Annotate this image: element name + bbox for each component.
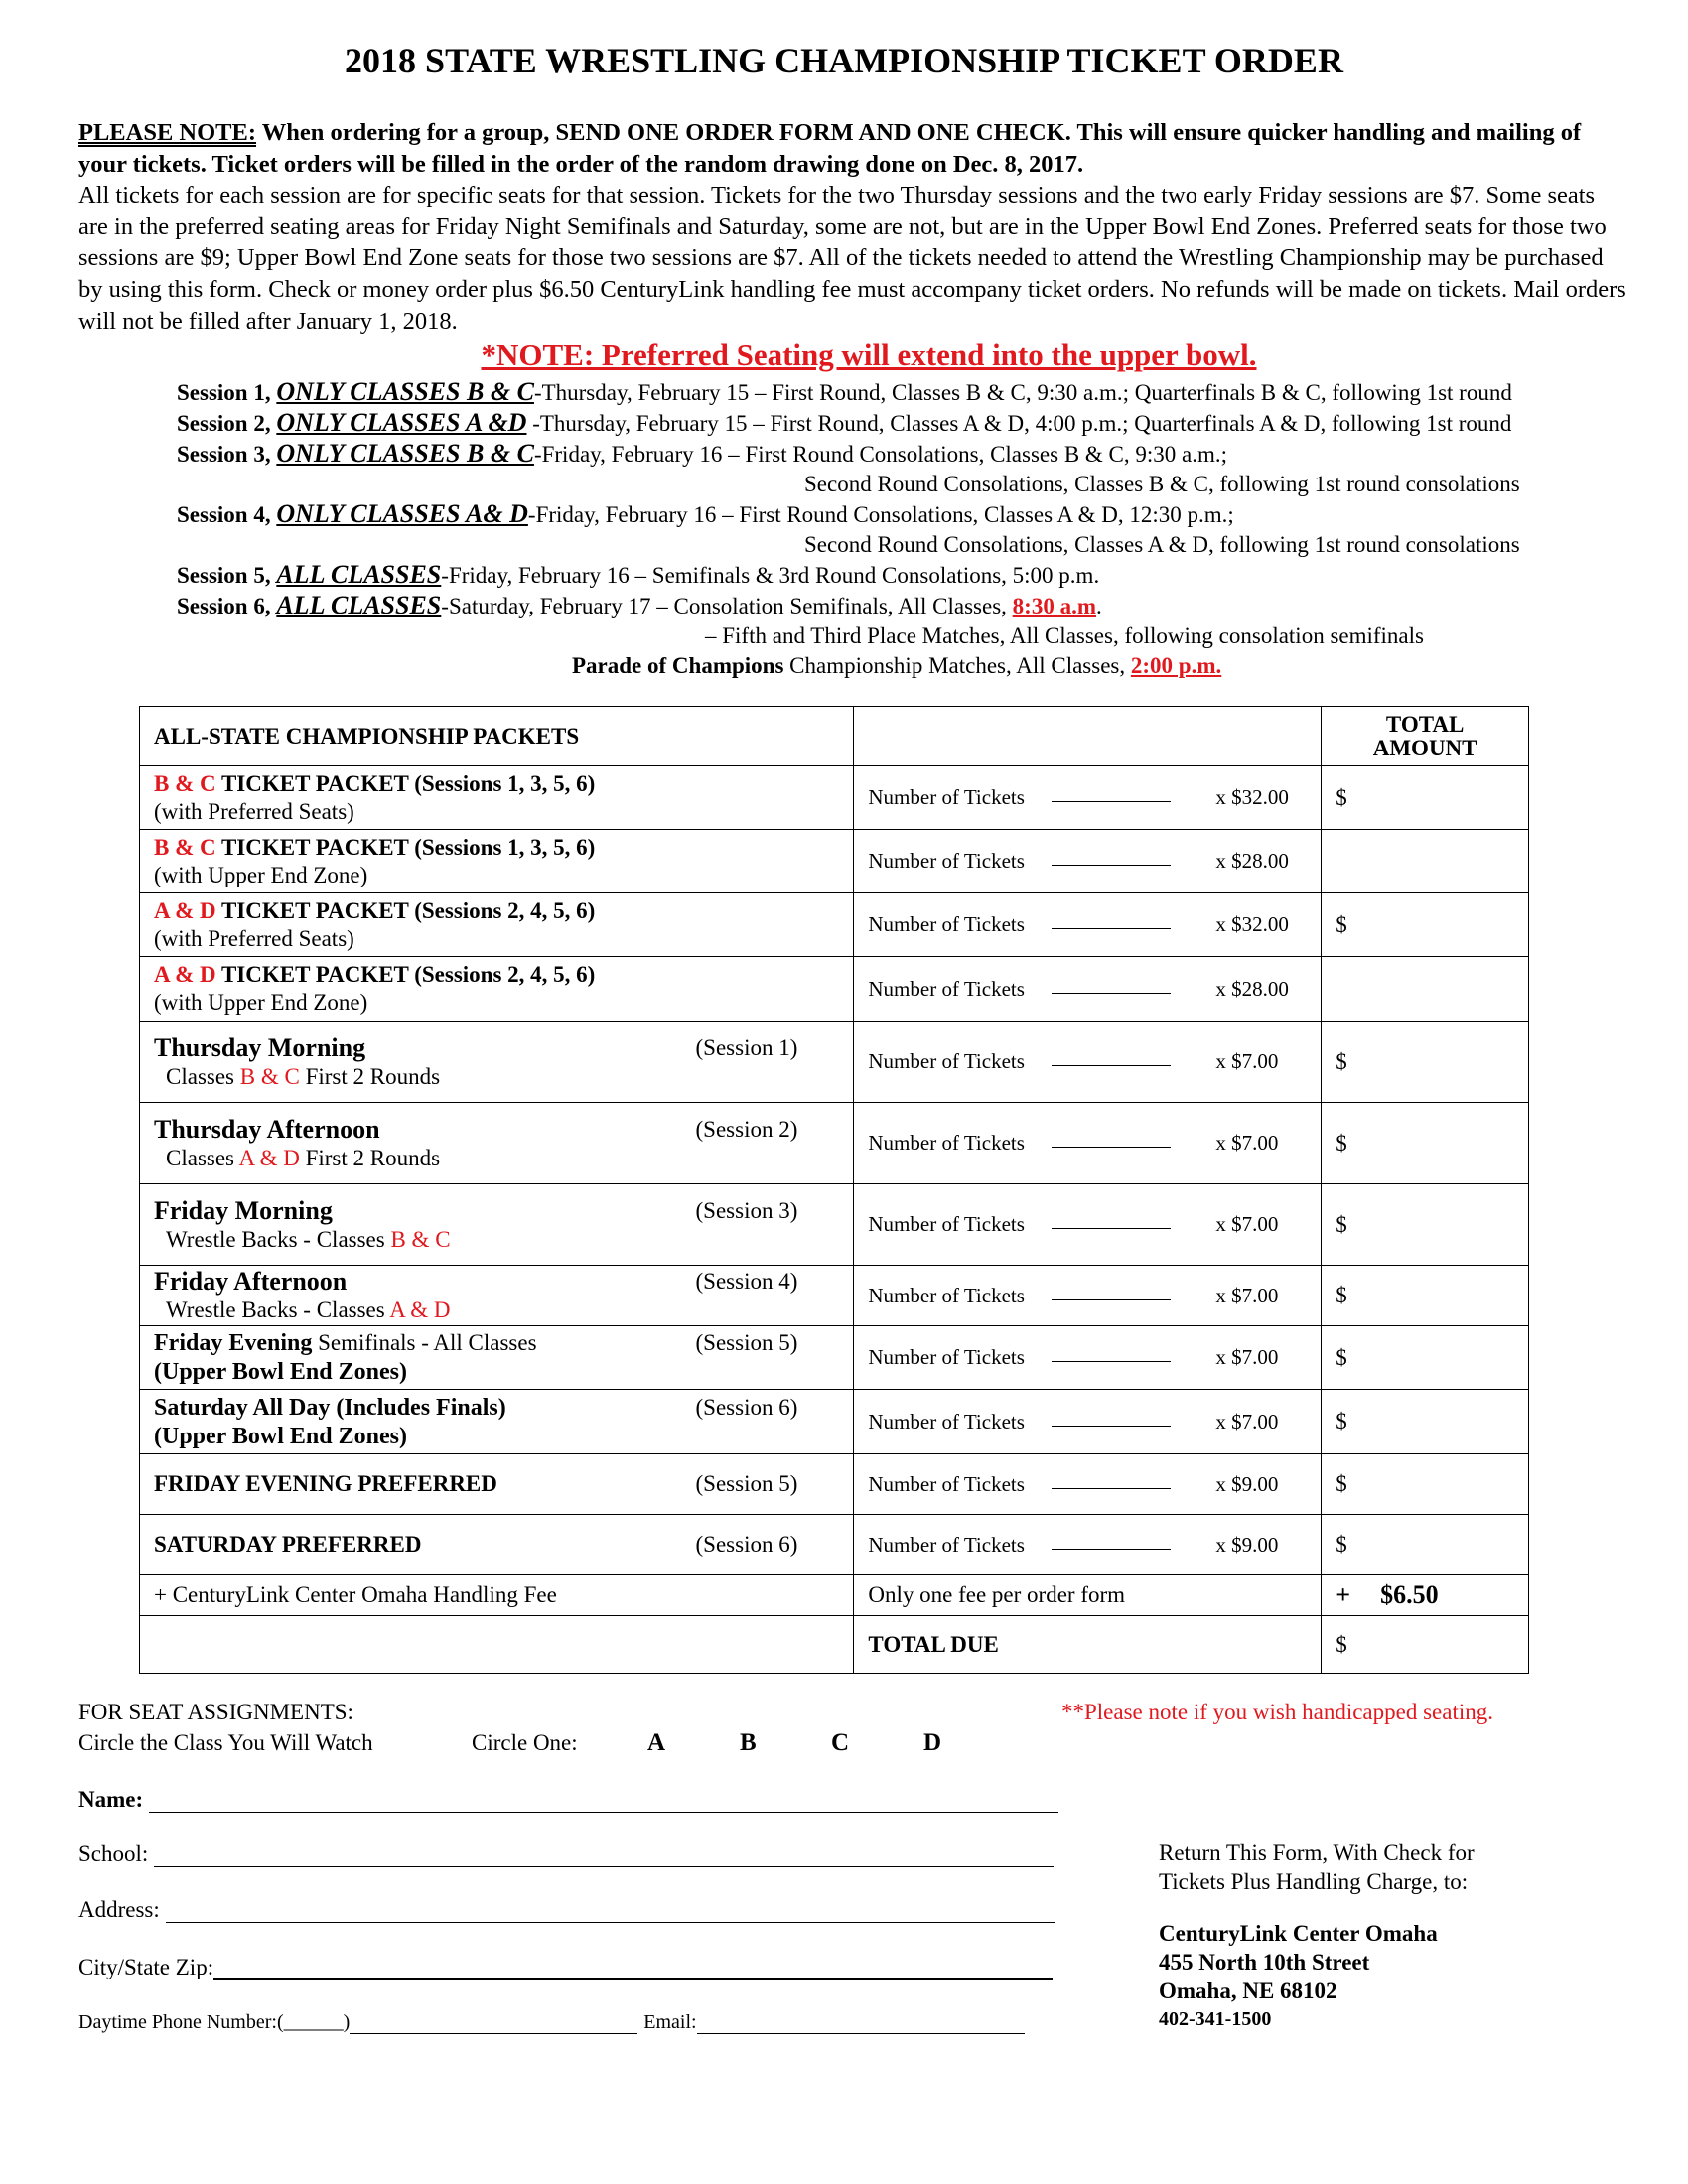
ticket-count-input[interactable] [1052, 1533, 1171, 1550]
unit-price: x $7.00 [1215, 1049, 1279, 1073]
table-row [140, 1022, 1529, 1103]
number-label: Number of Tickets [868, 1131, 1025, 1155]
number-label: Number of Tickets [868, 1049, 1025, 1073]
session-seating: (Upper Bowl End Zones) [154, 1423, 407, 1449]
ticket-count-cell [854, 893, 1322, 957]
session-title: Saturday All Day (Includes Finals) [154, 1394, 506, 1421]
session-label: Session 1, [177, 380, 271, 405]
ticket-count-input[interactable] [1052, 1472, 1171, 1489]
session-sub: Wrestle Backs - Classes [166, 1297, 390, 1322]
total-cell[interactable]: $ [1322, 1326, 1529, 1390]
session-number: (Session 5) [695, 1471, 798, 1496]
parade-label: Parade of Champions [572, 653, 784, 678]
session-desc: -Friday, February 16 – First Round Consolations, Classes A & D, 12:30 p.m.; [527, 502, 1234, 527]
total-cell[interactable]: $ [1322, 766, 1529, 830]
total-cell[interactable] [1322, 830, 1529, 893]
session-sub-rest: First 2 Rounds [299, 1145, 441, 1170]
session-line: Session 6, ALL CLASSES-Saturday, February 17 – Consolation Semifinals, All Classes, 8:30 a.m. [177, 591, 1102, 619]
session-classes: ALL CLASSES [276, 591, 442, 619]
packet-title: TICKET PACKET (Sessions 1, 3, 5, 6) [215, 834, 596, 860]
session-label: Session 4, [177, 502, 271, 527]
email-label: Email: [643, 2011, 697, 2033]
return-phone: 402-341-1500 [1159, 2008, 1272, 2030]
session-label: Session 2, [177, 411, 271, 436]
session-classes: ONLY CLASSES B & C [276, 439, 534, 468]
fee-label: + CenturyLink Center Omaha Handling Fee [140, 1575, 854, 1616]
address-label: Address: [78, 1897, 160, 1922]
session-desc: -Thursday, February 15 – First Round, Classes B & C, 9:30 a.m.; Quarterfinals B & C, following 1st round [533, 380, 1512, 405]
session-seating: (Upper Bowl End Zones) [154, 1359, 407, 1385]
school-field[interactable] [78, 1842, 1054, 1867]
session-number: (Session 4) [695, 1269, 798, 1294]
total-cell[interactable]: $ [1322, 1515, 1529, 1575]
ticket-count-input[interactable] [1052, 849, 1171, 866]
packet-title: TICKET PACKET (Sessions 2, 4, 5, 6) [215, 962, 596, 987]
unit-price: x $32.00 [1215, 785, 1289, 809]
unit-price: x $9.00 [1215, 1532, 1279, 1557]
session-number: (Session 2) [695, 1116, 798, 1142]
packet-classes: B & C [154, 834, 216, 860]
parade-time: 2:00 p.m. [1130, 653, 1222, 678]
address-field[interactable] [78, 1897, 1055, 1923]
phone-field[interactable] [78, 2011, 1025, 2034]
ticket-count-cell [854, 1022, 1322, 1103]
session-line [177, 377, 1666, 408]
number-label: Number of Tickets [868, 1283, 1025, 1307]
header-total: TOTAL AMOUNT [1322, 707, 1529, 766]
session-line [177, 499, 1666, 530]
session-line [177, 560, 1666, 591]
ticket-count-input[interactable] [1052, 977, 1171, 994]
session-title: SATURDAY PREFERRED [154, 1532, 422, 1557]
ticket-count-cell [854, 1454, 1322, 1515]
session-sub-rest: First 2 Rounds [299, 1063, 441, 1089]
name-label: Name: [78, 1787, 144, 1812]
total-due-value[interactable]: $ [1322, 1616, 1529, 1674]
ticket-count-cell [854, 766, 1322, 830]
session-sub-classes: A & D [389, 1297, 451, 1322]
ticket-count-cell [854, 830, 1322, 893]
total-cell[interactable]: $ [1322, 1103, 1529, 1184]
session-title: Friday Afternoon [154, 1267, 348, 1296]
ticket-count-cell [854, 1184, 1322, 1266]
return-street: 455 North 10th Street [1159, 1950, 1370, 1975]
return-line1: Return This Form, With Check for [1159, 1841, 1475, 1865]
total-cell[interactable]: $ [1322, 1266, 1529, 1326]
session-title: Thursday Afternoon [154, 1114, 380, 1144]
number-label: Number of Tickets [868, 1471, 1025, 1496]
return-line2: Tickets Plus Handling Charge, to: [1159, 1869, 1469, 1894]
ticket-count-input[interactable] [1052, 1049, 1171, 1066]
session-sub: Wrestle Backs - Classes [166, 1226, 391, 1252]
number-label: Number of Tickets [868, 1345, 1025, 1369]
intro-notice [78, 117, 1627, 337]
session-continuation: Second Round Consolations, Classes B & C, following 1st round consolations [804, 472, 1520, 496]
session-title: FRIDAY EVENING PREFERRED [154, 1471, 497, 1496]
table-row [140, 1266, 1529, 1326]
session-label: Session 3, [177, 442, 271, 467]
ticket-count-cell [854, 1103, 1322, 1184]
total-cell[interactable]: $ [1322, 1184, 1529, 1266]
session-number: (Session 6) [695, 1532, 798, 1557]
ticket-count-input[interactable] [1052, 785, 1171, 802]
city-state-zip-field[interactable] [78, 1955, 1053, 1980]
total-cell[interactable]: $ [1322, 1390, 1529, 1454]
ticket-count-input[interactable] [1052, 1131, 1171, 1148]
packet-seating: (with Preferred Seats) [154, 925, 354, 951]
please-note-label: PLEASE NOTE: [78, 119, 257, 146]
unit-price: x $28.00 [1215, 849, 1289, 873]
packet-title: TICKET PACKET (Sessions 1, 3, 5, 6) [215, 770, 596, 796]
circle-one-label: Circle One: [472, 1730, 578, 1755]
ticket-order-table [139, 706, 1529, 1674]
preferred-seating-note: *NOTE: Preferred Seating will extend into the upper bowl. [481, 338, 1257, 372]
table-row [140, 830, 1529, 893]
total-cell[interactable]: $ [1322, 1454, 1529, 1515]
session-sub-classes: B & C [239, 1063, 300, 1089]
session-classes: ONLY CLASSES B & C [276, 377, 534, 406]
session-classes: ONLY CLASSES A &D [276, 408, 527, 437]
page-title: 2018 STATE WRESTLING CHAMPIONSHIP TICKET ORDER [345, 41, 1343, 80]
session-sub-classes: B & C [390, 1226, 451, 1252]
session-sub-classes: A & D [238, 1145, 300, 1170]
session-title: Friday Evening [154, 1330, 313, 1356]
packet-classes: A & D [154, 897, 216, 923]
seat-heading: FOR SEAT ASSIGNMENTS: [78, 1700, 353, 1724]
number-label: Number of Tickets [868, 1532, 1025, 1557]
group-order-note: When ordering for a group, SEND ONE ORDER FORM AND ONE CHECK. This will ensure quicker handling and mailing of your tickets. Ticket orders will be filled in the order of the random drawing done on Dec. 8, 2017. [78, 119, 1582, 178]
total-cell[interactable]: $ [1322, 1022, 1529, 1103]
session-number: (Session 5) [695, 1330, 798, 1355]
packet-classes: A & D [154, 962, 216, 987]
ticket-count-cell [854, 957, 1322, 1022]
table-row [140, 1184, 1529, 1266]
packet-title: TICKET PACKET (Sessions 2, 4, 5, 6) [215, 897, 596, 923]
session-desc: -Friday, February 16 – First Round Consolations, Classes B & C, 9:30 a.m.; [533, 442, 1228, 467]
fee-amount: $6.50 [1380, 1580, 1439, 1609]
total-cell[interactable] [1322, 957, 1529, 1022]
session-number: (Session 6) [695, 1394, 798, 1420]
packet-seating: (with Upper End Zone) [154, 862, 368, 887]
parade-desc: Championship Matches, All Classes, [783, 653, 1131, 678]
class-option-a[interactable]: A [647, 1729, 666, 1756]
session-number: (Session 1) [695, 1034, 798, 1060]
number-label: Number of Tickets [868, 912, 1025, 936]
fee-plus: + [1336, 1580, 1351, 1609]
session-line [177, 439, 1666, 470]
session-time: 8:30 a.m [1012, 594, 1096, 618]
unit-price: x $7.00 [1215, 1345, 1279, 1369]
table-row [140, 1103, 1529, 1184]
handicap-note: **Please note if you wish handicapped seating. [1061, 1700, 1493, 1724]
ticket-count-input[interactable] [1052, 1345, 1171, 1362]
city-label: City/State Zip: [78, 1955, 214, 1979]
table-row [140, 1454, 1529, 1515]
session-label: Session 5, [177, 563, 271, 588]
unit-price: x $7.00 [1215, 1131, 1279, 1155]
session-sub: Classes [166, 1145, 239, 1170]
session-label: Session 6, [177, 594, 271, 618]
ticket-count-input[interactable] [1052, 1212, 1171, 1229]
ticket-count-input[interactable] [1052, 912, 1171, 929]
ticket-count-input[interactable] [1052, 1284, 1171, 1300]
session-continuation: – Fifth and Third Place Matches, All Classes, following consolation semifinals [705, 623, 1424, 648]
ticket-count-cell [854, 1266, 1322, 1326]
return-org: CenturyLink Center Omaha [1159, 1921, 1438, 1946]
number-label: Number of Tickets [868, 976, 1025, 1001]
number-label: Number of Tickets [868, 785, 1025, 809]
total-due-label: TOTAL DUE [854, 1616, 1322, 1674]
session-title-rest: Semifinals - All Classes [312, 1330, 537, 1355]
table-row [140, 1515, 1529, 1575]
session-desc: -Friday, February 16 – Semifinals & 3rd Round Consolations, 5:00 p.m. [441, 563, 1100, 588]
table-row [140, 1326, 1529, 1390]
table-row [140, 766, 1529, 830]
packet-seating: (with Upper End Zone) [154, 990, 368, 1015]
ticket-count-cell [854, 1390, 1322, 1454]
table-header [140, 707, 1529, 766]
session-classes: ALL CLASSES [276, 560, 442, 589]
total-cell[interactable]: $ [1322, 893, 1529, 957]
ticket-count-cell [854, 1326, 1322, 1390]
phone-label: Daytime Phone Number:(______) [78, 2011, 351, 2033]
ticket-count-input[interactable] [1052, 1410, 1171, 1427]
session-title: Friday Morning [154, 1195, 333, 1225]
unit-price: x $7.00 [1215, 1409, 1279, 1433]
session-title: Thursday Morning [154, 1032, 366, 1062]
class-option-b[interactable]: B [740, 1729, 757, 1756]
parade-line [177, 651, 1666, 681]
fee-row [140, 1575, 1529, 1616]
number-label: Number of Tickets [868, 849, 1025, 873]
ticket-count-cell [854, 1515, 1322, 1575]
school-label: School: [78, 1842, 149, 1866]
session-line [177, 408, 1666, 439]
return-address [1159, 1839, 1475, 2034]
session-number: (Session 3) [695, 1197, 798, 1223]
seat-instruction: Circle the Class You Will Watch [78, 1730, 373, 1755]
packet-classes: B & C [154, 770, 216, 796]
number-label: Number of Tickets [868, 1409, 1025, 1433]
packet-seating: (with Preferred Seats) [154, 798, 354, 824]
unit-price: x $28.00 [1215, 976, 1289, 1001]
ticket-info-paragraph: All tickets for each session are for specific seats for that session. Tickets for the two Thursday sessions and the two early Friday sessions are $7. Some seats are in the preferred seating areas for Friday Night Semifinals and Saturday, some are not, but are in the Upper Bowl End Zones. Preferred seats for those two sessions are $9; Upper Bowl End Zone seats for those two sessions are $7. All of the tickets needed to attend the Wrestling Championship may be purchased by using this form. Check or money order plus $6.50 CenturyLink handling fee must accompany ticket orders. No refunds will be made on tickets. Mail orders will not be filled after January 1, 2018. [78, 182, 1626, 335]
unit-price: x $7.00 [1215, 1283, 1279, 1307]
fee-note: Only one fee per order form [854, 1575, 1322, 1616]
class-option-c[interactable]: C [831, 1729, 850, 1756]
class-option-d[interactable]: D [923, 1729, 942, 1756]
name-field[interactable] [78, 1787, 1058, 1813]
return-city: Omaha, NE 68102 [1159, 1979, 1337, 2003]
unit-price: x $32.00 [1215, 912, 1289, 936]
table-row [140, 1390, 1529, 1454]
unit-price: x $7.00 [1215, 1212, 1279, 1236]
session-sub: Classes [166, 1063, 240, 1089]
unit-price: x $9.00 [1215, 1471, 1279, 1496]
session-desc: -Thursday, February 15 – First Round, Classes A & D, 4:00 p.m.; Quarterfinals A & D, following 1st round [526, 411, 1512, 436]
session-continuation: Second Round Consolations, Classes A & D, following 1st round consolations [804, 532, 1520, 557]
session-desc: -Saturday, February 17 – Consolation Semifinals, All Classes, [441, 594, 1013, 618]
number-label: Number of Tickets [868, 1212, 1025, 1236]
total-row [140, 1616, 1529, 1674]
email-field[interactable] [697, 2011, 1025, 2034]
table-row [140, 957, 1529, 1022]
session-schedule [177, 377, 1666, 681]
header-packets: ALL-STATE CHAMPIONSHIP PACKETS [140, 707, 854, 766]
session-classes: ONLY CLASSES A& D [276, 499, 528, 528]
table-row [140, 893, 1529, 957]
